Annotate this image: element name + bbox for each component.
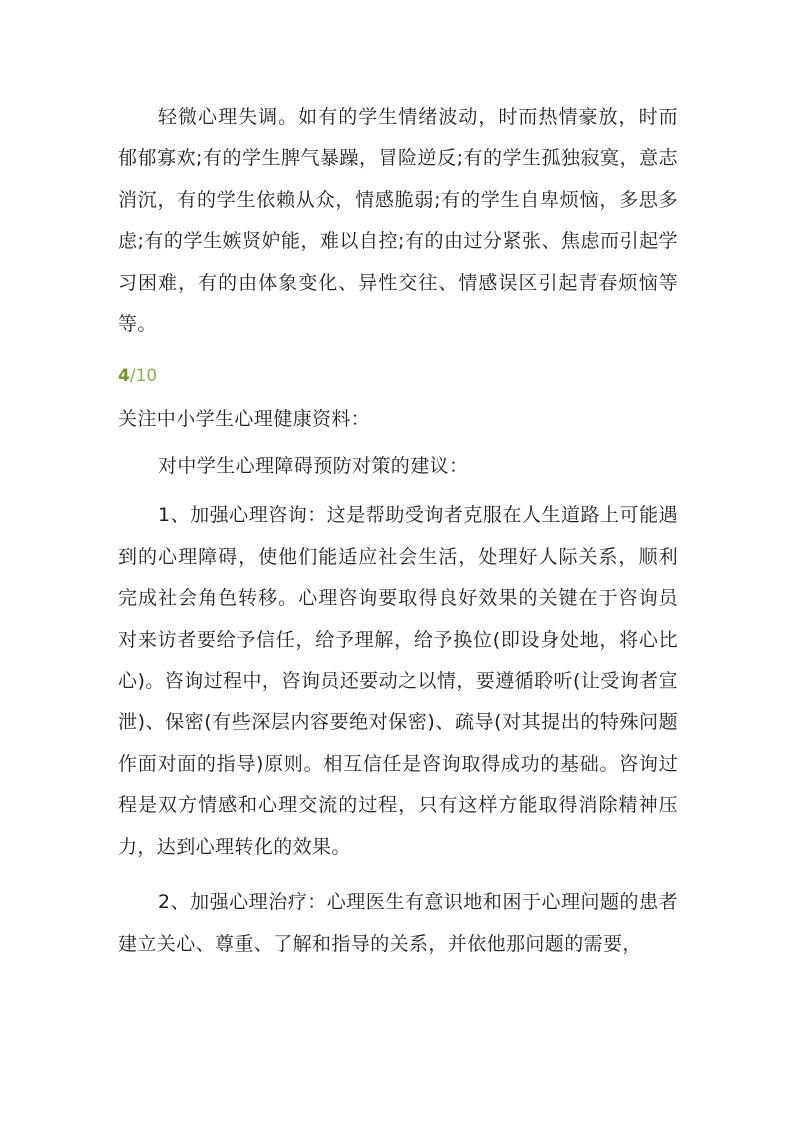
item-1-paragraph: 1、加强心理咨询：这是帮助受询者克服在人生道路上可能遇到的心理障碍，使他们能适应社会生活，处理好人际关系，顺利完成社会角色转移。心理咨询要取得良好效果的关键在于咨询员对来访者要给予信任，给予理解，给予换位(即设身处地，将心比心)。咨询过程中，咨询员还要动之以情，要遵循聆听(让受询者宣泄)、保密(有些深层内容要绝对保密)、疏导(对其提出的特殊问题作面对面的指导)原则。相互信任是咨询取得成功的基础。咨询过程是双方情感和心理交流的过程，只有这样方能取得消除精神压力，达到心理转化的效果。 bbox=[118, 504, 678, 858]
item-2-paragraph: 2、加强心理治疗：心理医生有意识地和困于心理问题的患者建立关心、尊重、了解和指导的关系，并依他那问题的需要， bbox=[118, 891, 678, 955]
intro-paragraph: 轻微心理失调。如有的学生情绪波动，时而热情豪放，时而郁郁寡欢;有的学生脾气暴躁，冒险逆反;有的学生孤独寂寞，意志消沉，有的学生依赖从众，情感脆弱;有的学生自卑烦恼，多思多虑;有的学生嫉贤妒能，难以自控;有的由过分紧张、焦虑而引起学习困难，有的由体象变化、异性交往、情感误区引起青春烦恼等等。 bbox=[118, 106, 678, 336]
page-counter-separator: / bbox=[129, 366, 136, 387]
section-title: 关注中小学生心理健康资料： bbox=[118, 408, 371, 431]
sub-title: 对中学生心理障碍预防对策的建议： bbox=[158, 455, 469, 478]
page-counter bbox=[118, 361, 678, 391]
page-counter-total: 10 bbox=[135, 366, 158, 387]
page-counter-current: 4 bbox=[118, 366, 130, 387]
document-body bbox=[118, 97, 678, 965]
